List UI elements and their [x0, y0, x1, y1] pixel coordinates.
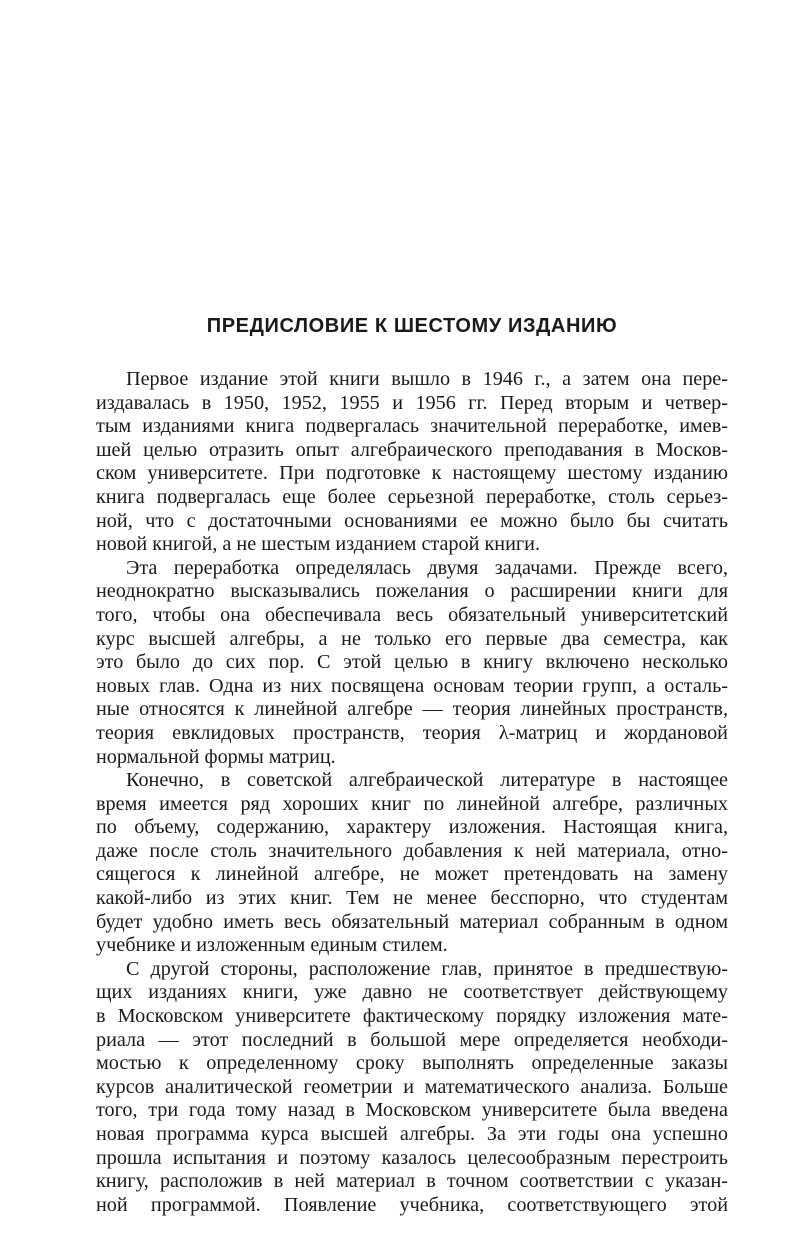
text-line: книгу, расположив в ней материал в точном соответствии с указан- [96, 1170, 728, 1193]
paragraph-4 [96, 958, 728, 1218]
text-line: тым изданиями книга подвергалась значительной переработке, имев- [96, 415, 728, 438]
text-line: по объему, содержанию, характеру изложения. Настоящая книга, [96, 816, 728, 839]
text-line: в Московском университете фактическому порядку изложения мате- [96, 1005, 728, 1028]
document-page [96, 0, 728, 1241]
text-line: учебнике и изложенным единым стилем. [96, 934, 448, 957]
text-line: Эта переработка определялась двумя задачами. Прежде всего, [126, 556, 728, 579]
text-line: нормальной формы матриц. [96, 745, 336, 768]
text-line: даже после столь значительного добавления к ней материала, отно- [96, 839, 728, 862]
text-line: издавалась в 1950, 1952, 1955 и 1956 гг. Перед вторым и четвер- [96, 391, 728, 414]
text-line: новой книгой, а не шестым изданием старой книги. [96, 533, 541, 556]
text-line: курс высшей алгебры, а не только его первые два семестра, как [96, 627, 728, 650]
text-line: курсов аналитической геометрии и математического анализа. Больше [96, 1075, 728, 1098]
text-line: будет удобно иметь весь обязательный материал собранным в одном [96, 910, 728, 933]
text-line: это было до сих пор. С этой целью в книгу включено несколько [96, 651, 728, 674]
text-line: ной, что с достаточными основаниями ее можно было бы считать [96, 509, 728, 532]
text-line: Конечно, в советской алгебраической литературе в настоящее [126, 769, 728, 792]
text-line: риала — этот последний в большой мере определяется необходи- [96, 1028, 728, 1051]
text-line: какой-либо из этих книг. Тем не менее бесспорно, что студентам [96, 887, 728, 910]
text-line: Первое издание этой книги вышло в 1946 г., а затем она пере- [126, 368, 728, 390]
text-line: сящегося к линейной алгебре, не может претендовать на замену [96, 863, 728, 886]
text-line: шей целью отразить опыт алгебраического преподавания в Москов- [96, 438, 728, 461]
text-line: ском университете. При подготовке к настоящему шестому изданию [96, 462, 728, 485]
paragraph-2 [96, 557, 728, 769]
paragraph-1 [96, 368, 728, 557]
text-line: прошла испытания и поэтому казалось целесообразным перестроить [96, 1146, 728, 1169]
text-line: мостью к определенному сроку выполнять определенные заказы [96, 1052, 728, 1075]
text-line: щих изданиях книги, уже давно не соответствует действующему [96, 981, 728, 1004]
preface-body [96, 368, 728, 1217]
text-line: ные относятся к линейной алгебре — теория линейных пространств, [96, 698, 728, 721]
text-line: новая программа курса высшей алгебры. За эти годы она успешно [96, 1123, 728, 1145]
text-line: книга подвергалась еще более серьезной переработке, столь серьез- [96, 485, 728, 508]
text-line: неоднократно высказывались пожелания о расширении книги для [96, 580, 728, 603]
text-line: теория евклидовых пространств, теория λ-матриц и жордановой [96, 721, 728, 744]
text-line: С другой стороны, расположение глав, принятое в предшествую- [126, 957, 728, 980]
text-line: того, чтобы она обеспечивала весь обязательный университетский [96, 603, 728, 626]
text-line: того, три года тому назад в Московском университете была введена [96, 1099, 728, 1122]
text-line: новых глав. Одна из них посвящена основам теории групп, а осталь- [96, 674, 728, 697]
page-title: ПРЕДИСЛОВИЕ К ШЕСТОМУ ИЗДАНИЮ [206, 315, 618, 337]
text-line: ной программой. Появление учебника, соответствующего этой [96, 1193, 728, 1216]
paragraph-3 [96, 769, 728, 958]
text-line: время имеется ряд хороших книг по линейной алгебре, различных [96, 792, 728, 815]
